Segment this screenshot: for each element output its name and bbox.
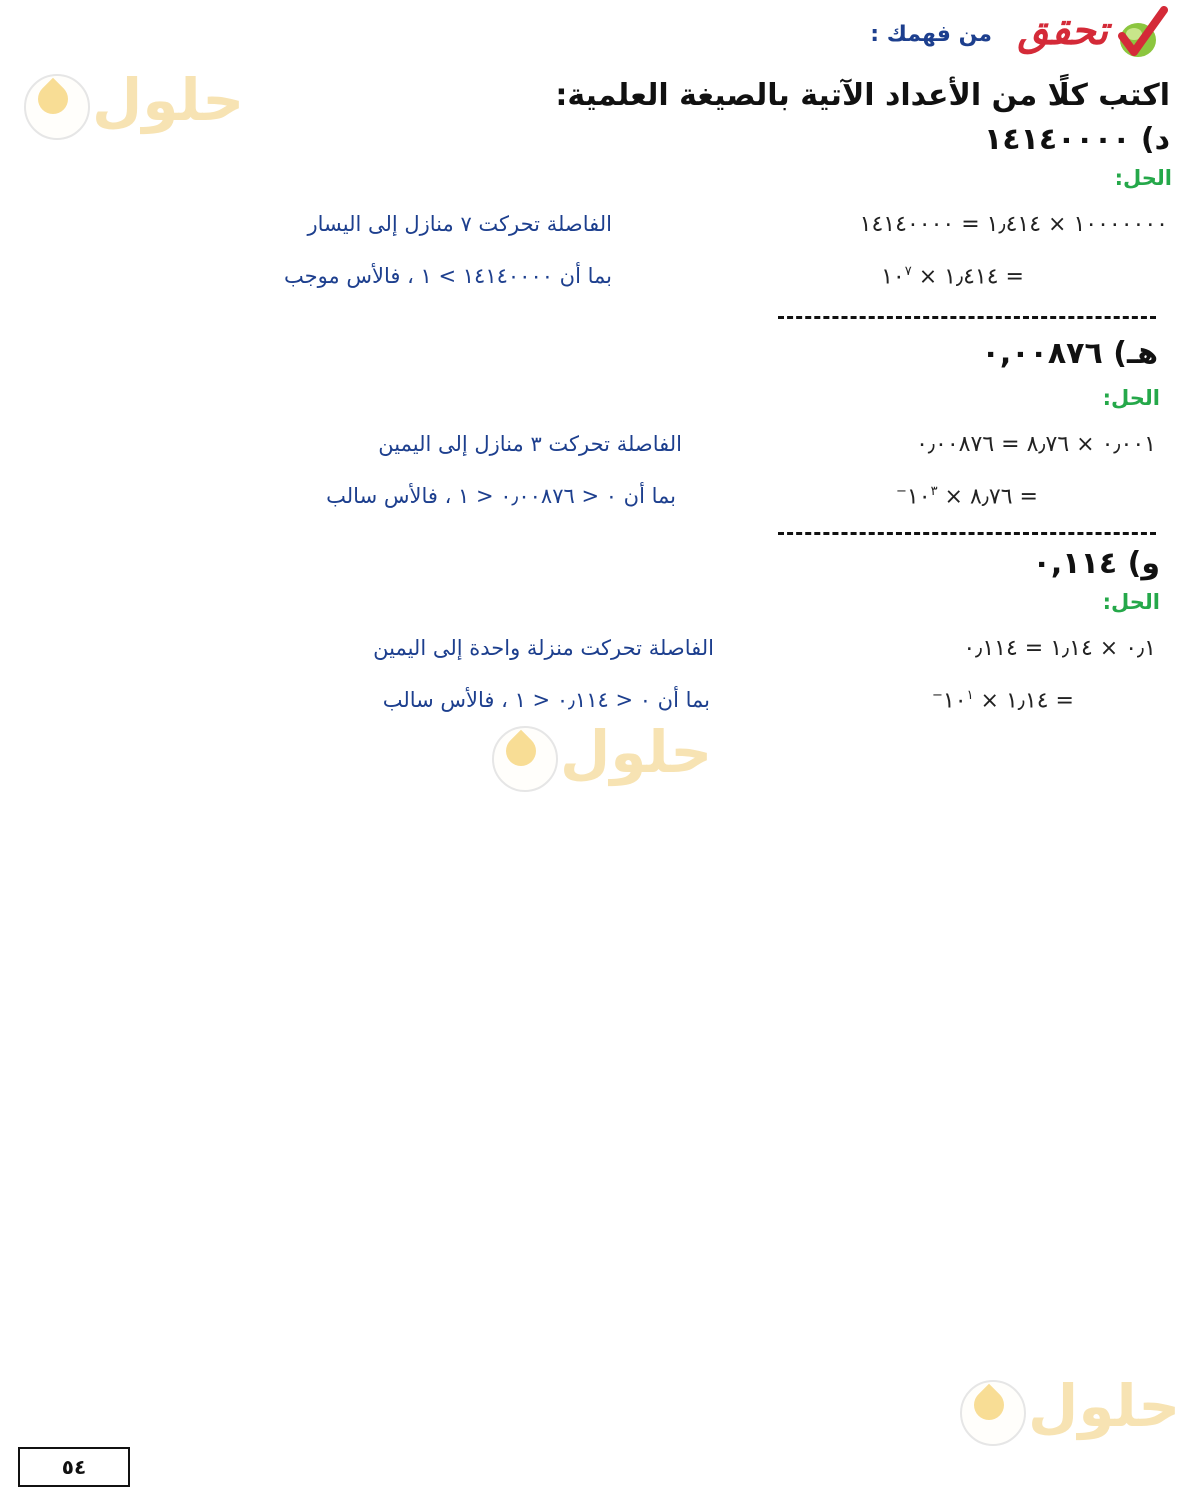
problem-d: [984, 122, 1170, 157]
watermark-text: حلول: [560, 718, 713, 786]
divider: [778, 316, 1156, 319]
watermark-logo: [492, 718, 713, 798]
header-title: تحقق: [1017, 8, 1108, 54]
header-subtitle: من فهمك :: [870, 22, 992, 47]
problem-number: ١٤١٤٠٠٠٠: [983, 122, 1131, 157]
exponent: ١−: [932, 688, 974, 703]
watermark-text: حلول: [1028, 1372, 1181, 1440]
equation-base: = ٨٫٧٦ × ١٠: [906, 484, 1038, 510]
divider: [778, 532, 1156, 535]
equation-step-2: [932, 688, 1074, 713]
note-decimal-moved: الفاصلة تحركت منزلة واحدة إلى اليمين: [373, 636, 714, 660]
problem-number: ٠,٠٠٨٧٦: [981, 336, 1103, 371]
equation-step-1: ٠٫٠٠١ × ٨٫٧٦ = ٠٫٠٠٨٧٦: [916, 432, 1156, 457]
solution-label: الحل:: [1114, 166, 1172, 190]
equation-step-2: [881, 264, 1024, 289]
watermark-logo: [24, 66, 245, 146]
problem-label: هـ): [1113, 336, 1158, 371]
equation-base: = ١٫٤١٤ × ١٠: [881, 264, 1024, 290]
note-decimal-moved: الفاصلة تحركت ٧ منازل إلى اليسار: [307, 212, 612, 236]
exponent: ٣−: [896, 484, 938, 499]
exponent: ٧: [904, 264, 912, 279]
problem-label: و): [1127, 546, 1160, 581]
note-exponent-sign: بما أن ٠ < ٠٫٠٠٨٧٦ < ١ ، فالأس سالب: [326, 484, 676, 508]
solution-label: الحل:: [1102, 386, 1160, 410]
equation-step-1: ٠٫١ × ١٫١٤ = ٠٫١١٤: [963, 636, 1156, 661]
note-exponent-sign: بما أن ١٤١٤٠٠٠٠ > ١ ، فالأس موجب: [283, 264, 612, 288]
note-decimal-moved: الفاصلة تحركت ٣ منازل إلى اليمين: [378, 432, 682, 456]
instruction: اكتب كلًا من الأعداد الآتية بالصيغة العلمية:: [555, 78, 1170, 113]
equation-base: = ١٫١٤ × ١٠: [942, 688, 1074, 714]
equation-step-2: [896, 484, 1038, 509]
solution-label: الحل:: [1102, 590, 1160, 614]
problem-e: [982, 336, 1158, 371]
equation-step-1: ١٠٠٠٠٠٠٠ × ١٫٤١٤ = ١٤١٤٠٠٠٠: [859, 212, 1168, 237]
watermark-logo: [960, 1372, 1181, 1452]
problem-label: د): [1140, 122, 1170, 157]
watermark-text: حلول: [92, 66, 245, 134]
problem-number: ٠,١١٤: [1032, 546, 1118, 581]
problem-f: [1033, 546, 1160, 581]
red-checkmark-icon: [1116, 6, 1168, 60]
note-exponent-sign: بما أن ٠ < ٠٫١١٤ < ١ ، فالأس سالب: [382, 688, 710, 712]
page-number: ٥٤: [18, 1447, 130, 1487]
